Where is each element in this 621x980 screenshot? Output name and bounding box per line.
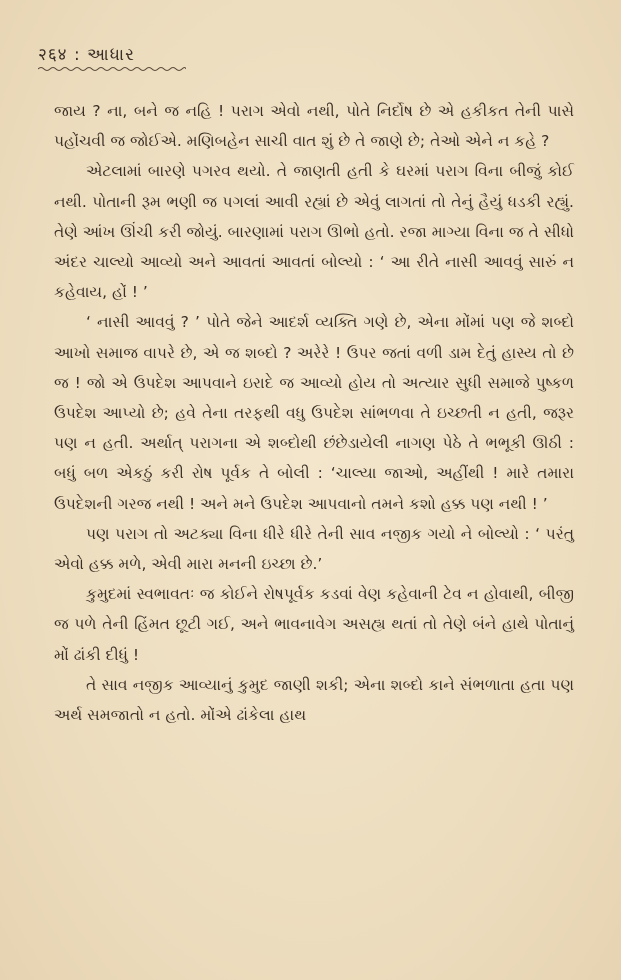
paragraph: પણ પરાગ તો અટક્યા વિના ધીરે ધીરે તેની સાવ નજીક ગયો ને બોલ્યો : ‘ પરંતુ એવો હક્ક મળે, એવી મારા મનની ઇચ્છા છે.’ xyxy=(54,524,574,574)
paragraph: જાય ? ના, બને જ નહિ ! પરાગ એવો નથી, પોતે નિર્દોષ છે એ હકીકત તેની પાસે પહોંચવી જ જોઈએ. મણિબહેન સાચી વાત શું છે તે જાણે છે; તેઓ એને ન કહે ? xyxy=(54,102,574,151)
paragraph: તે સાવ નજીક આવ્યાનું કુમુદ જાણી શકી; એના શબ્દો કાને સંભળાતા હતા પણ અર્થ સમજાતો ન હતો. મોંએ ઢાંકેલા હાથ xyxy=(54,675,574,725)
paragraph: કુમુદમાં સ્વભાવતઃ જ કોઈને રોષપૂર્વક કડવાં વેણ કહેવાની ટેવ ન હોવાથી, બીજી જ પળે તેની હિંમત છૂટી ગઈ, અને ભાવનાવેગ અસહ્ય થતાં તો તેણે બંને હાથે પોતાનું મોં ઢાંકી દીધું ! xyxy=(54,585,574,664)
paragraph: એટલામાં બારણે પગરવ થયો. તે જાણતી હતી કે ઘરમાં પરાગ વિના બીજું કોઈ નથી. પોતાની રૂમ ભણી જ પગલાં આવી રહ્યાં છે એવું લાગતાં તો તેનું હૈયું ધડકી રહ્યું. તેણે આંખ ઊંચી કરી જોયું. બારણામાં પરાગ ઊભો હતો. રજા માગ્યા વિના જ તે સીધો અંદર ચાલ્યો આવ્યો અને આવતાં આવતાં બોલ્યો : ‘ આ રીતે નાસી આવવું સારું ન કહેવાય, હોં ! ’ xyxy=(54,162,574,302)
paragraph: ‘ નાસી આવવું ? ’ પોતે જેને આદર્શ વ્યક્તિ ગણે છે, એના મોંમાં પણ જે શબ્દો આખો સમાજ વાપરે છે, એ જ શબ્દો ? અરેરે ! ઉપર જતાં વળી ડામ દેતું હાસ્ય તો છે જ ! જો એ ઉપદેશ આપવાને ઇરાદે જ આવ્યો હોય તો અત્યાર સુધી સમાજે પુષ્કળ ઉપદેશ આપ્યો છે; હવે તેના તરફથી વધુ ઉપદેશ સાંભળવા તે ઇચ્છતી ન હતી, જરૂર પણ ન હતી. અર્થાત્ પરાગના એ શબ્દોથી છંછેડાયેલી નાગણ પેઠે તે ભભૂકી ઊઠી : બધું બળ એકઠું કરી રોષ પૂર્વક તે બોલી : ‘ચાલ્યા જાઓ, અહીંથી ! મારે તમારા ઉપદેશની ગરજ નથી ! અને મને ઉપદેશ આપવાનો તમને કશો હક્ક પણ નથી ! ’ xyxy=(54,313,574,513)
header-separator: : xyxy=(73,45,81,65)
header-wavy-rule xyxy=(38,66,186,72)
running-header xyxy=(38,42,135,65)
body-text xyxy=(54,96,574,730)
book-title: આધાર xyxy=(87,45,135,65)
page-number: २६४ xyxy=(38,45,68,65)
